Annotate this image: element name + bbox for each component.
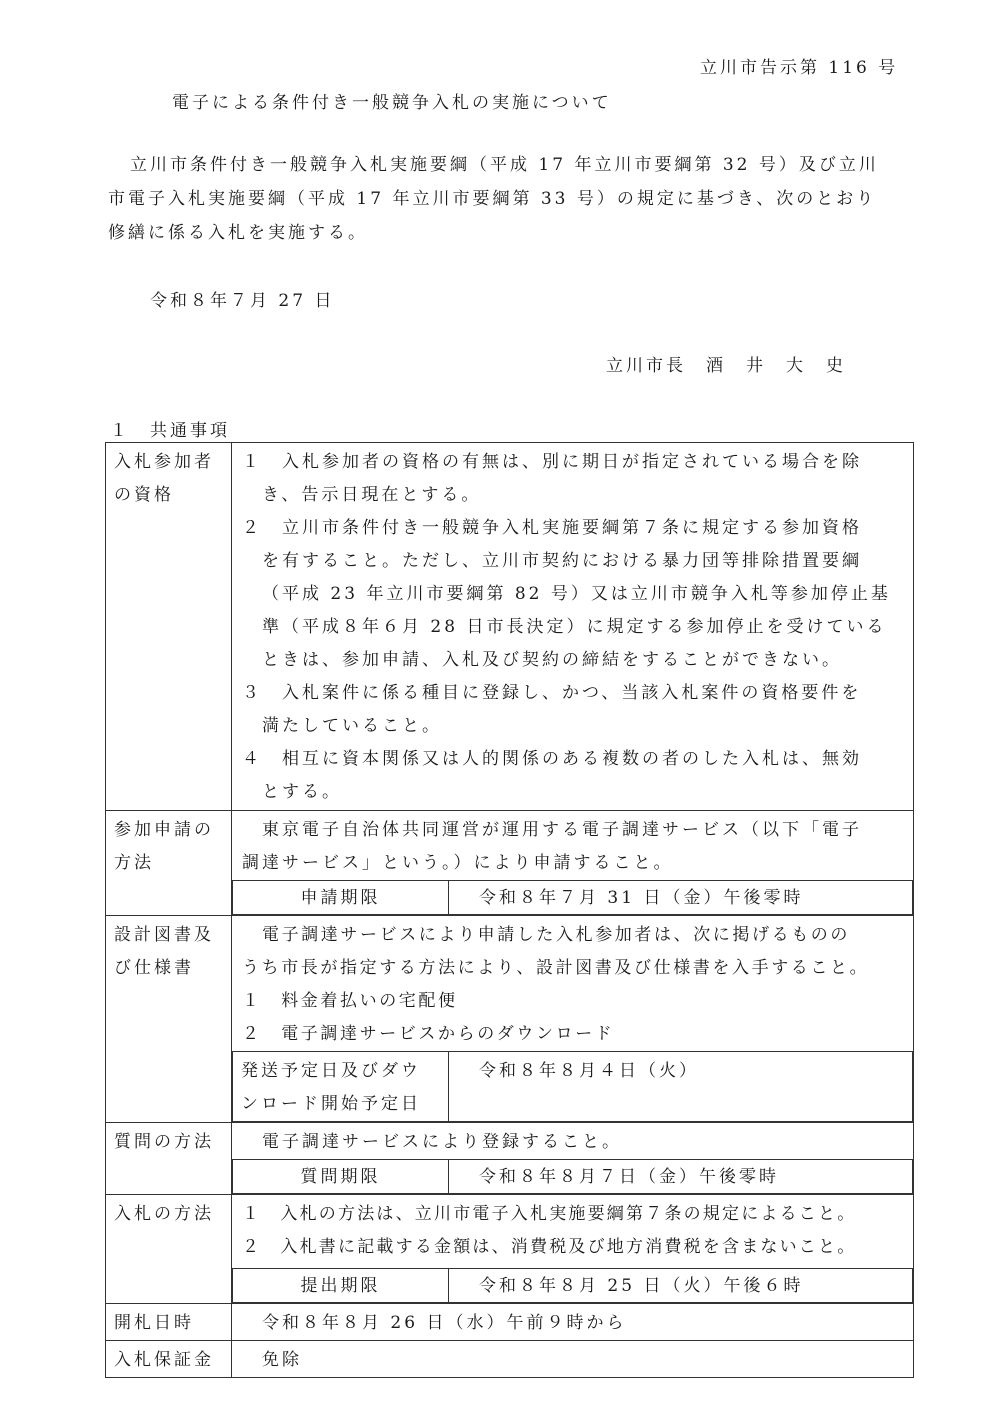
document-title: 電子による条件付き一般競争入札の実施について	[172, 93, 612, 113]
list-item-line: とする。	[262, 782, 342, 802]
documents-text	[232, 916, 913, 1051]
intro-paragraph	[108, 148, 908, 250]
sub-value: 令和８年８月４日（火）	[479, 1061, 699, 1081]
signatory: 立川市長 酒 井 大 史	[606, 356, 846, 376]
list-item: ２ 入札書に記載する金額は、消費税及び地方消費税を含まないこと。	[242, 1237, 857, 1257]
questions-deadline	[232, 1159, 913, 1194]
notice-number: 立川市告示第 116 号	[700, 58, 899, 78]
list-item	[242, 677, 907, 743]
application-text	[232, 811, 913, 880]
text-line: 電子調達サービスにより申請した入札参加者は、次に掲げるものの	[262, 925, 850, 945]
sub-value: 令和８年８月 25 日（火）午後６時	[479, 1276, 804, 1296]
sub-value: 令和８年８月７日（金）午後零時	[479, 1167, 779, 1187]
label-line: 方法	[114, 853, 154, 873]
label-line: ンロード開始予定日	[241, 1094, 421, 1114]
label-line: 参加申請の	[114, 820, 214, 840]
text-line: 調達サービス」という。）により申請すること。	[242, 853, 674, 873]
list-item-line: （平成 23 年立川市要綱第 82 号）又は立川市競争入札等参加停止基	[262, 584, 891, 604]
text-line: 東京電子自治体共同運営が運用する電子調達サービス（以下「電子	[262, 820, 862, 840]
label-line: び仕様書	[114, 958, 194, 978]
section-heading: １ 共通事項	[110, 421, 230, 441]
bidding-list	[232, 1195, 913, 1268]
notice-date: 令和８年７月 27 日	[150, 291, 335, 311]
list-item-line: ２ 立川市条件付き一般競争入札実施要綱第７条に規定する参加資格	[242, 518, 862, 538]
row-label	[106, 443, 231, 512]
row-label: 入札の方法	[114, 1204, 214, 1224]
questions-text	[232, 1123, 913, 1159]
text-line: 免除	[262, 1350, 302, 1370]
list-item-line: き、告示日現在とする。	[262, 485, 482, 505]
sub-value: 令和８年７月 31 日（金）午後零時	[479, 888, 804, 908]
list-item: １ 料金着払いの宅配便	[242, 991, 458, 1011]
deposit-text	[232, 1341, 913, 1377]
row-deposit	[106, 1341, 914, 1378]
list-item-line: ３ 入札案件に係る種目に登録し、かつ、当該入札案件の資格要件を	[242, 683, 862, 703]
sub-label: 申請期限	[300, 888, 381, 908]
list-item-line: １ 入札参加者の資格の有無は、別に期日が指定されている場合を除	[242, 452, 862, 472]
row-bidding	[106, 1195, 914, 1304]
intro-line: 立川市条件付き一般競争入札実施要綱（平成 17 年立川市要綱第 32 号）及び立川	[130, 155, 879, 175]
application-deadline	[232, 880, 913, 915]
intro-line: 市電子入札実施要綱（平成 17 年立川市要綱第 33 号）の規定に基づき、次のとおり	[108, 189, 877, 209]
text-line: うち市長が指定する方法により、設計図書及び仕様書を入手すること。	[242, 958, 870, 978]
sub-label: 提出期限	[300, 1276, 381, 1296]
list-item	[242, 512, 907, 677]
sub-label: 質問期限	[300, 1167, 381, 1187]
row-opening	[106, 1304, 914, 1341]
row-questions	[106, 1123, 914, 1195]
list-item-line: ときは、参加申請、入札及び契約の締結をすることができない。	[262, 650, 842, 670]
list-item: １ 入札の方法は、立川市電子入札実施要綱第７条の規定によること。	[242, 1204, 857, 1224]
row-label	[106, 916, 231, 985]
label-line: の資格	[114, 485, 174, 505]
label-line: 入札参加者	[114, 452, 214, 472]
label-line: 設計図書及	[114, 925, 214, 945]
text-line: 令和８年８月 26 日（水）午前９時から	[262, 1313, 627, 1333]
list-item-line: ４ 相互に資本関係又は人的関係のある複数の者のした入札は、無効	[242, 749, 862, 769]
list-item-line: を有すること。ただし、立川市契約における暴力団等排除措置要綱	[262, 551, 862, 571]
sub-label	[233, 1052, 448, 1121]
text-line: 電子調達サービスにより登録すること。	[262, 1132, 622, 1152]
label-line: 発送予定日及びダウ	[241, 1061, 421, 1081]
documents-dispatch-date	[232, 1051, 913, 1122]
list-item	[242, 743, 907, 809]
common-items-table	[105, 442, 914, 1378]
row-qualification	[106, 443, 914, 811]
row-label	[106, 811, 231, 880]
row-documents	[106, 916, 914, 1123]
intro-line: 修繕に係る入札を実施する。	[108, 223, 368, 243]
row-application	[106, 811, 914, 916]
list-item: ２ 電子調達サービスからのダウンロード	[242, 1024, 615, 1044]
row-label: 開札日時	[114, 1313, 194, 1333]
list-item-line: 満たしていること。	[262, 716, 442, 736]
list-item-line: 準（平成８年６月 28 日市長決定）に規定する参加停止を受けている	[262, 617, 887, 637]
bidding-deadline	[232, 1268, 913, 1303]
list-item	[242, 446, 907, 512]
opening-text	[232, 1304, 913, 1340]
row-label: 質問の方法	[114, 1132, 214, 1152]
qualification-list	[232, 443, 913, 810]
row-label: 入札保証金	[114, 1350, 214, 1370]
